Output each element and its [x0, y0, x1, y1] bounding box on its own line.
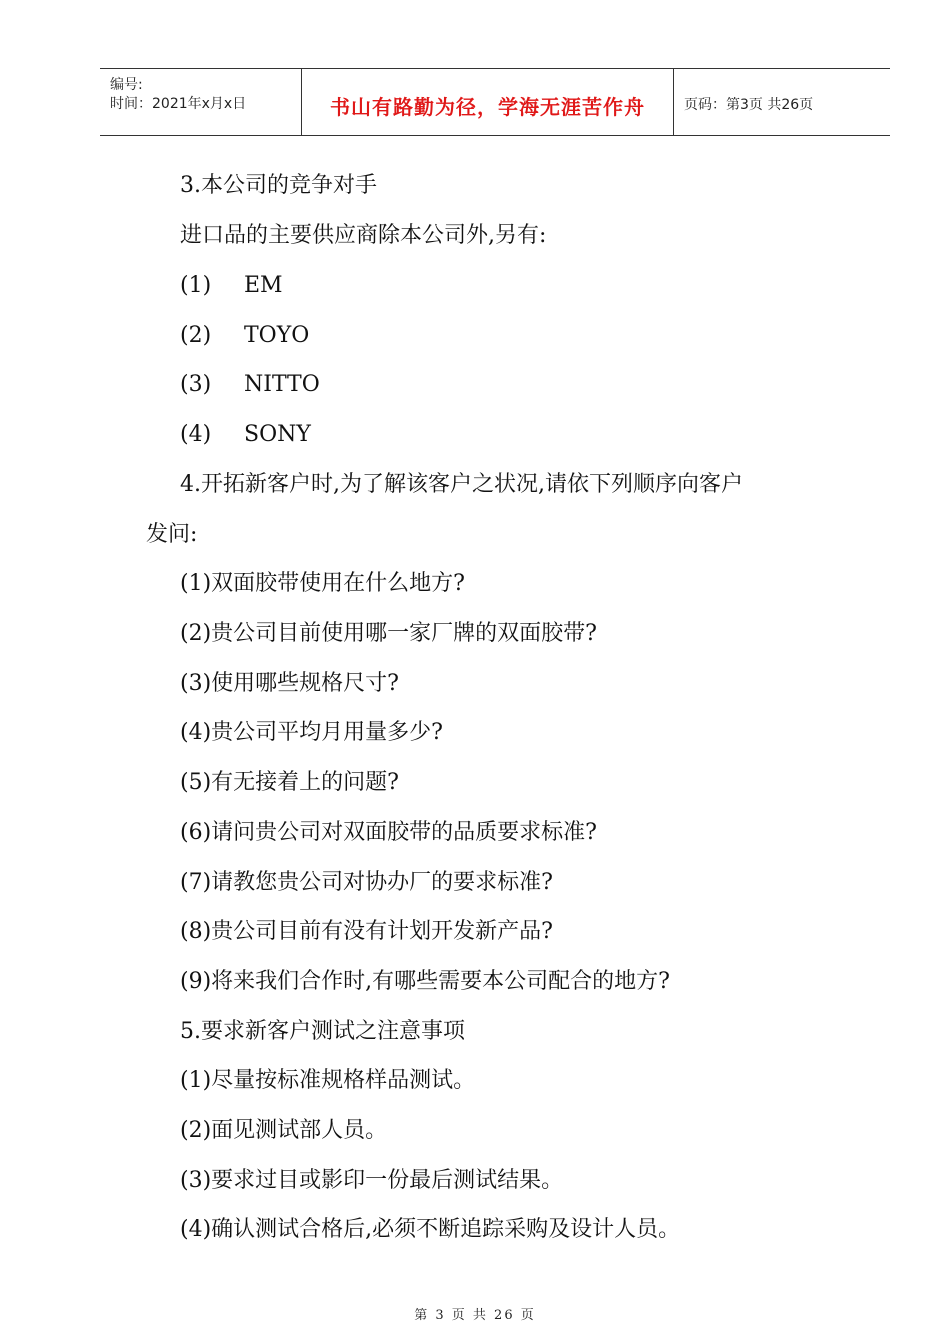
question-item: (9)将来我们合作时,有哪些需要本公司配合的地方?	[180, 969, 670, 994]
question-item: (7)请教您贵公司对协办厂的要求标准?	[180, 870, 553, 895]
competitor-number: (3)	[180, 372, 212, 397]
test-note-item: (3)要求过目或影印一份最后测试结果。	[180, 1168, 564, 1193]
competitor-name: NITTO	[244, 372, 320, 397]
competitor-item	[180, 371, 320, 399]
test-note-item: (1)尽量按标准规格样品测试。	[180, 1068, 476, 1093]
competitor-item	[180, 421, 311, 449]
competitor-name: EM	[244, 273, 283, 298]
section-4-title-continued: 发问:	[146, 522, 198, 547]
time-label: 时间：2021年x月x日	[110, 96, 247, 112]
test-note-item: (4)确认测试合格后,必须不断追踪采购及设计人员。	[180, 1217, 681, 1242]
question-item: (1)双面胶带使用在什么地方?	[180, 571, 465, 596]
header-page-cell	[674, 69, 890, 135]
page-header	[100, 68, 890, 136]
competitor-number: (2)	[180, 323, 212, 348]
page-footer: 第 3 页 共 26 页	[414, 1308, 536, 1323]
question-item: (5)有无接着上的问题?	[180, 770, 399, 795]
header-page-info: 页码：第3页 共26页	[684, 97, 814, 113]
competitor-item	[180, 272, 283, 300]
competitor-number: (1)	[180, 273, 212, 298]
header-motto: 书山有路勤为径，学海无涯苦作舟	[330, 95, 645, 119]
question-item: (4)贵公司平均月用量多少?	[180, 720, 443, 745]
competitor-item	[180, 322, 309, 350]
question-item: (8)贵公司目前有没有计划开发新产品?	[180, 919, 553, 944]
competitor-name: TOYO	[244, 323, 310, 348]
test-note-item: (2)面见测试部人员。	[180, 1118, 388, 1143]
question-item: (6)请问贵公司对双面胶带的品质要求标准?	[180, 820, 597, 845]
header-meta	[100, 69, 302, 135]
header-motto-cell	[302, 69, 674, 135]
section-5-title: 5.要求新客户测试之注意事项	[180, 1019, 465, 1044]
question-item: (3)使用哪些规格尺寸?	[180, 671, 399, 696]
section-3-title: 3.本公司的竞争对手	[180, 173, 377, 198]
competitor-number: (4)	[180, 422, 212, 447]
competitor-name: SONY	[244, 422, 311, 447]
question-item: (2)贵公司目前使用哪一家厂牌的双面胶带?	[180, 621, 597, 646]
code-label: 编号:	[110, 77, 143, 93]
section-4-title: 4.开拓新客户时,为了解该客户之状况,请依下列顺序向客户	[180, 472, 743, 497]
section-3-intro: 进口品的主要供应商除本公司外,另有:	[180, 223, 547, 248]
